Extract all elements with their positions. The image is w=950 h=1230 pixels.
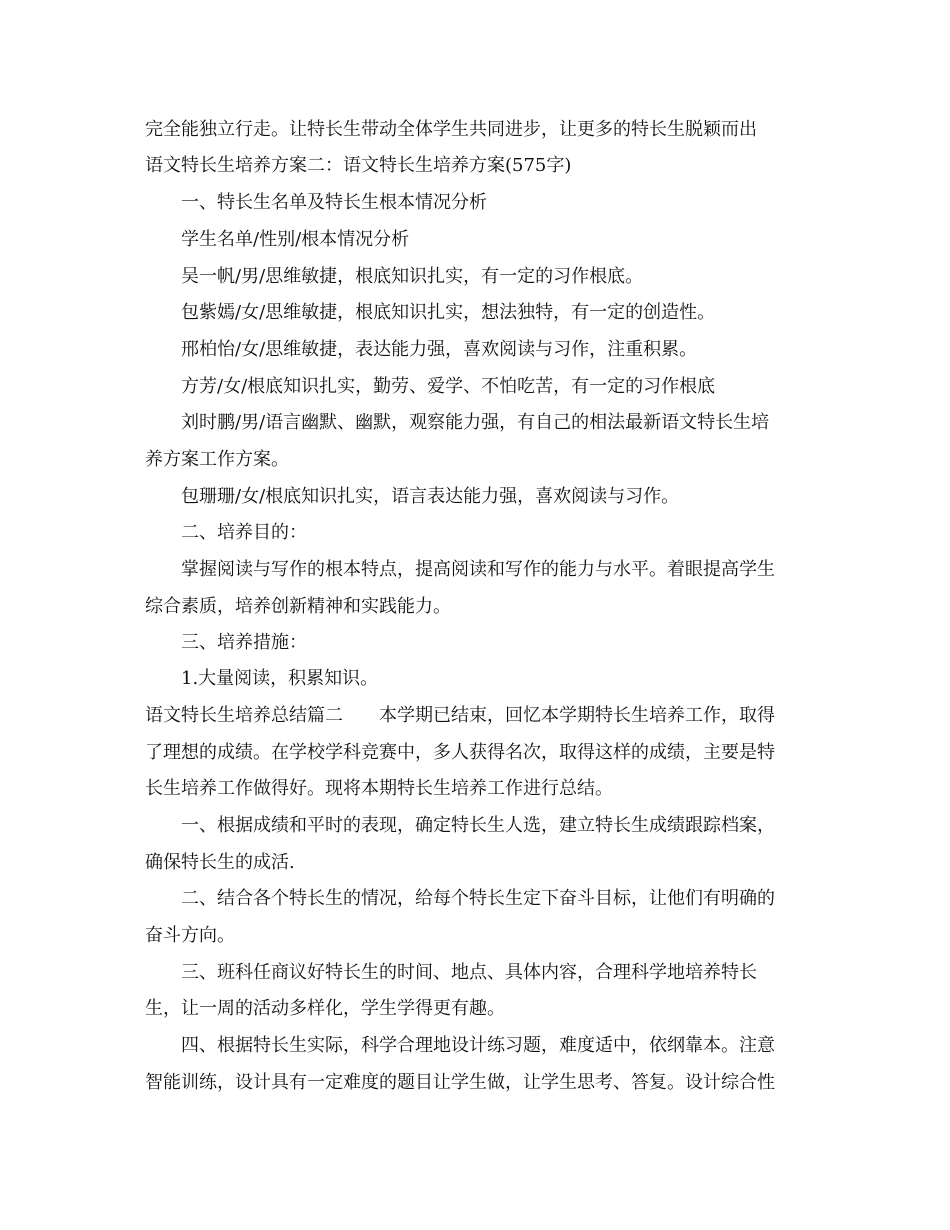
text-line: 包紫嫣/女/思维敏捷，根底知识扎实，想法独特，有一定的创造性。 <box>181 302 716 323</box>
text-line: 完全能独立行走。让特长生带动全体学生共同进步，让更多的特长生脱颖而出 <box>145 119 757 140</box>
text-line: 学生名单/性别/根本情况分析 <box>181 229 410 250</box>
text-line: 一、根据成绩和平时的表现，确定特长生人选，建立特长生成绩跟踪档案， <box>181 815 775 836</box>
section-heading: 语文特长生培养方案二：语文特长生培养方案(575字) <box>145 155 572 176</box>
text-line: 三、班科任商议好特长生的时间、地点、具体内容，合理科学地培养特长 <box>181 962 757 983</box>
text-line: 智能训练，设计具有一定难度的题目让学生做，让学生思考、答复。设计综合性 <box>145 1072 775 1093</box>
section-heading: 语文特长生培养总结篇二 本学期已结束，回忆本学期特长生培养工作，取得 <box>145 705 775 726</box>
text-line: 掌握阅读与写作的根本特点，提高阅读和写作的能力与水平。着眼提高学生 <box>181 559 775 580</box>
text-line: 了理想的成绩。在学校学科竞赛中，多人获得名次，取得这样的成绩，主要是特 <box>145 742 775 763</box>
text-line: 刘时鹏/男/语言幽默、幽默，观察能力强，有自己的相法最新语文特长生培 <box>181 412 770 433</box>
text-line: 三、培养措施： <box>181 632 307 653</box>
text-line: 四、根据特长生实际，科学合理地设计练习题，难度适中，依纲靠本。注意 <box>181 1035 775 1056</box>
text-line: 二、培养目的： <box>181 522 307 543</box>
text-line: 1.大量阅读，积累知识。 <box>181 668 379 689</box>
text-line: 确保特长生的成活. <box>145 852 295 873</box>
text-line: 方芳/女/根底知识扎实，勤劳、爱学、不怕吃苦，有一定的习作根底 <box>181 376 716 397</box>
text-line: 邢柏怡/女/思维敏捷，表达能力强，喜欢阅读与习作，注重积累。 <box>181 339 698 360</box>
text-line: 吴一帆/男/思维敏捷，根底知识扎实，有一定的习作根底。 <box>181 266 644 287</box>
text-line: 包珊珊/女/根底知识扎实，语言表达能力强，喜欢阅读与习作。 <box>181 486 680 507</box>
text-line: 长生培养工作做得好。现将本期特长生培养工作进行总结。 <box>145 778 613 799</box>
text-line: 养方案工作方案。 <box>145 449 289 470</box>
text-line: 生，让一周的活动多样化，学生学得更有趣。 <box>145 998 505 1019</box>
text-line: 综合素质，培养创新精神和实践能力。 <box>145 596 451 617</box>
text-line: 二、结合各个特长生的情况，给每个特长生定下奋斗目标，让他们有明确的 <box>181 888 775 909</box>
text-line: 奋斗方向。 <box>145 925 235 946</box>
text-line: 一、特长生名单及特长生根本情况分析 <box>181 192 487 213</box>
